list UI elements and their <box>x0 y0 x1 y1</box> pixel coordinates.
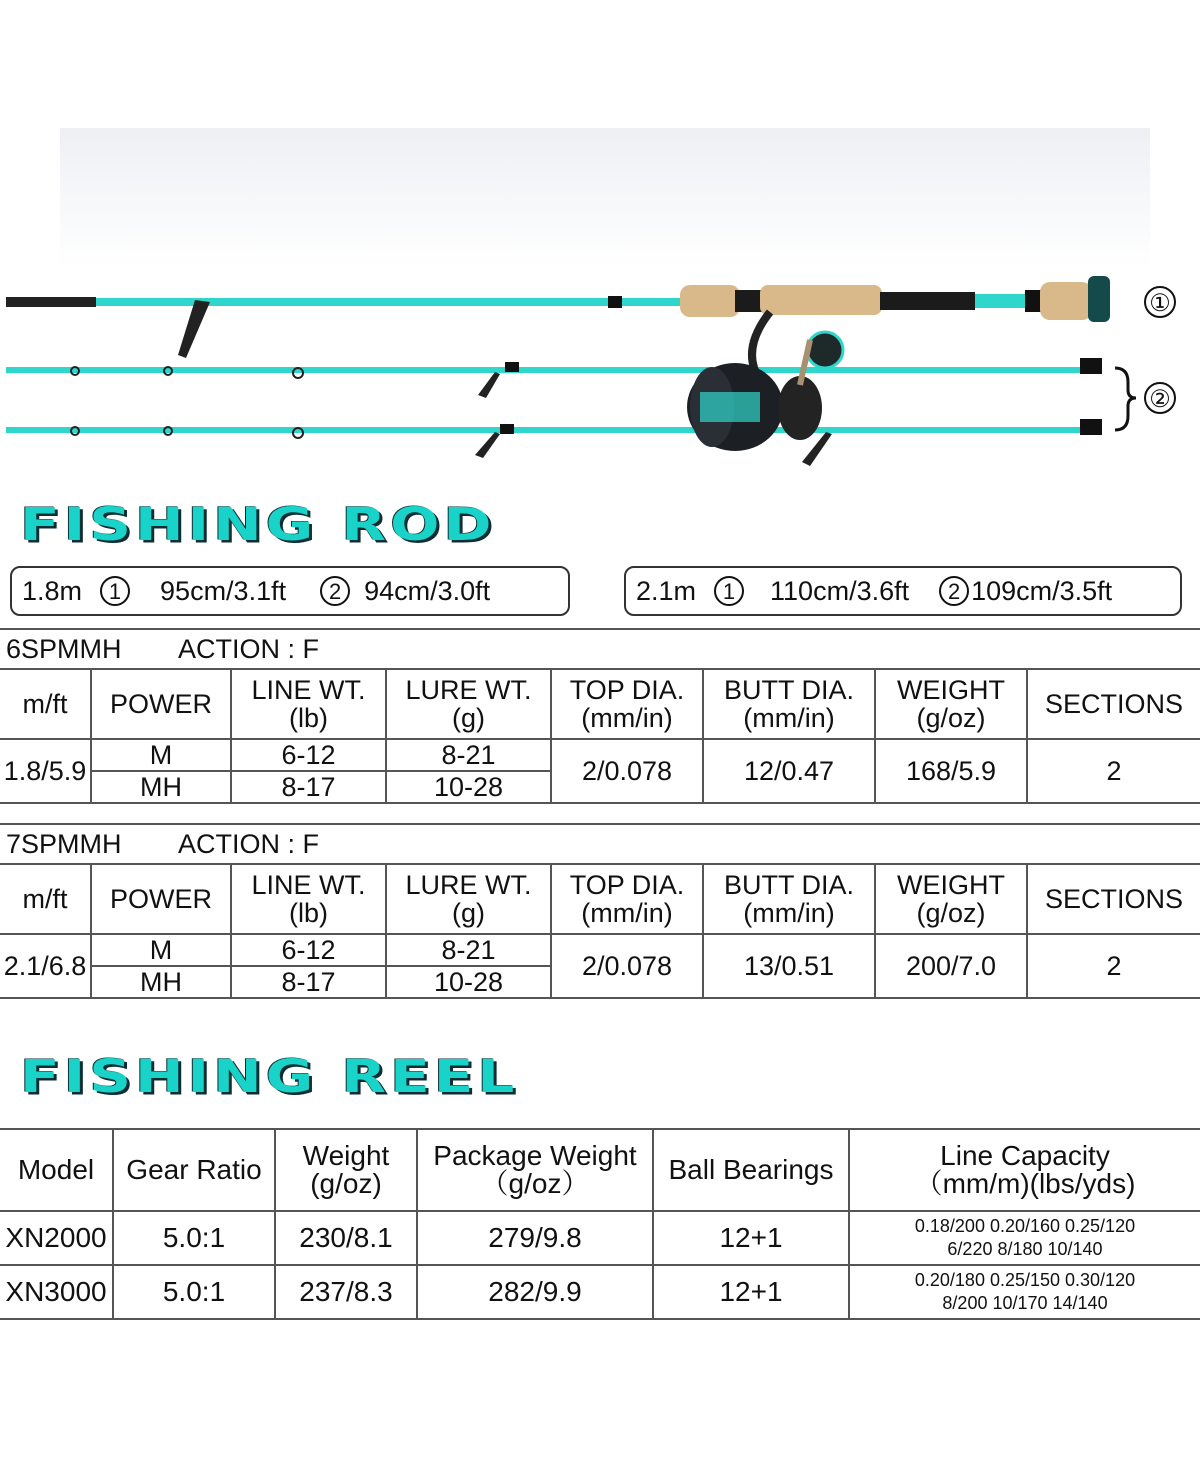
cell-line-capacity: 0.20/180 0.25/150 0.30/120 8/200 10/170 14/140 <box>849 1265 1200 1319</box>
header-lure-wt: LURE WT. (g) <box>386 864 551 934</box>
cell-weight: 168/5.9 <box>875 739 1027 803</box>
cell-top-dia: 2/0.078 <box>551 934 703 998</box>
cell-ball-bearings: 12+1 <box>653 1211 849 1265</box>
header-weight: Weight (g/oz) <box>275 1129 417 1211</box>
cell-butt-dia: 12/0.47 <box>703 739 875 803</box>
cell-weight: 237/8.3 <box>275 1265 417 1319</box>
cell-sections: 2 <box>1027 739 1200 803</box>
cell-line-wt: 6-12 <box>231 739 386 771</box>
rod-spec-6spmmh <box>0 628 1200 804</box>
header-model: Model <box>0 1129 113 1211</box>
cell-sections: 2 <box>1027 934 1200 998</box>
action: ACTION : F <box>178 829 319 859</box>
section-1-length: 95cm/3.1ft <box>160 575 287 606</box>
rod-spec-7spmmh <box>0 823 1200 999</box>
section-1-number: 1 <box>714 576 744 606</box>
header-mft: m/ft <box>0 669 91 739</box>
cell-mft: 1.8/5.9 <box>0 739 91 803</box>
cell-power: MH <box>91 771 231 803</box>
header-line-wt: LINE WT. (lb) <box>231 864 386 934</box>
rod-spec-table <box>0 668 1200 804</box>
cell-power: M <box>91 934 231 966</box>
header-power: POWER <box>91 864 231 934</box>
cell-package-weight: 282/9.9 <box>417 1265 653 1319</box>
reel-spec <box>0 1128 1200 1320</box>
header-weight: WEIGHT (g/oz) <box>875 864 1027 934</box>
cell-line-capacity: 0.18/200 0.20/160 0.25/120 6/220 8/180 10/140 <box>849 1211 1200 1265</box>
cell-lure-wt: 8-21 <box>386 739 551 771</box>
rod-length: 2.1m <box>636 575 697 606</box>
model-name: 7SPMMH <box>6 829 122 859</box>
cell-butt-dia: 13/0.51 <box>703 934 875 998</box>
header-top-dia: TOP DIA. (mm/in) <box>551 669 703 739</box>
cell-top-dia: 2/0.078 <box>551 739 703 803</box>
cell-line-wt: 6-12 <box>231 934 386 966</box>
model-row <box>0 628 1200 668</box>
header-line-capacity: Line Capacity （mm/m)(lbs/yds) <box>849 1129 1200 1211</box>
rod-length: 1.8m <box>22 575 83 606</box>
header-butt-dia: BUTT DIA. (mm/in) <box>703 669 875 739</box>
cell-weight: 230/8.1 <box>275 1211 417 1265</box>
cell-lure-wt: 8-21 <box>386 934 551 966</box>
section-1-length: 110cm/3.6ft <box>770 575 910 606</box>
cell-power: MH <box>91 966 231 998</box>
cell-lure-wt: 10-28 <box>386 966 551 998</box>
rod-illustration <box>0 0 1200 480</box>
length-box-2.1m <box>624 566 1182 616</box>
header-gear-ratio: Gear Ratio <box>113 1129 275 1211</box>
fishing-rod-heading: FISHING ROD <box>20 498 496 552</box>
fishing-reel-heading: FISHING REEL <box>20 1050 519 1104</box>
cell-mft: 2.1/6.8 <box>0 934 91 998</box>
cell-package-weight: 279/9.8 <box>417 1211 653 1265</box>
cell-ball-bearings: 12+1 <box>653 1265 849 1319</box>
section-2-number: 2 <box>939 576 969 606</box>
header-mft: m/ft <box>0 864 91 934</box>
cell-model: XN3000 <box>0 1265 113 1319</box>
cell-gear-ratio: 5.0:1 <box>113 1211 275 1265</box>
rod-and-reel-image <box>0 0 1200 480</box>
header-butt-dia: BUTT DIA. (mm/in) <box>703 864 875 934</box>
header-ball-bearings: Ball Bearings <box>653 1129 849 1211</box>
section-1-number: 1 <box>100 576 130 606</box>
model-row <box>0 823 1200 863</box>
reel-spec-table <box>0 1128 1200 1320</box>
section-2-length: 94cm/3.0ft <box>364 575 491 606</box>
cell-line-wt: 8-17 <box>231 771 386 803</box>
cell-lure-wt: 10-28 <box>386 771 551 803</box>
header-line-wt: LINE WT. (lb) <box>231 669 386 739</box>
section-1-label: ① <box>1144 286 1176 318</box>
model-name: 6SPMMH <box>6 634 122 664</box>
cell-power: M <box>91 739 231 771</box>
header-lure-wt: LURE WT. (g) <box>386 669 551 739</box>
header-package-weight: Package Weight （g/oz） <box>417 1129 653 1211</box>
length-box-1.8m <box>10 566 570 616</box>
header-sections: SECTIONS <box>1027 864 1200 934</box>
header-power: POWER <box>91 669 231 739</box>
section-2-label: ② <box>1144 382 1176 414</box>
rod-spec-table <box>0 863 1200 999</box>
header-weight: WEIGHT (g/oz) <box>875 669 1027 739</box>
cell-weight: 200/7.0 <box>875 934 1027 998</box>
section-2-number: 2 <box>320 576 350 606</box>
cell-model: XN2000 <box>0 1211 113 1265</box>
cell-line-wt: 8-17 <box>231 966 386 998</box>
header-sections: SECTIONS <box>1027 669 1200 739</box>
cell-gear-ratio: 5.0:1 <box>113 1265 275 1319</box>
section-2-length: 109cm/3.5ft <box>971 575 1113 606</box>
action: ACTION : F <box>178 634 319 664</box>
header-top-dia: TOP DIA. (mm/in) <box>551 864 703 934</box>
